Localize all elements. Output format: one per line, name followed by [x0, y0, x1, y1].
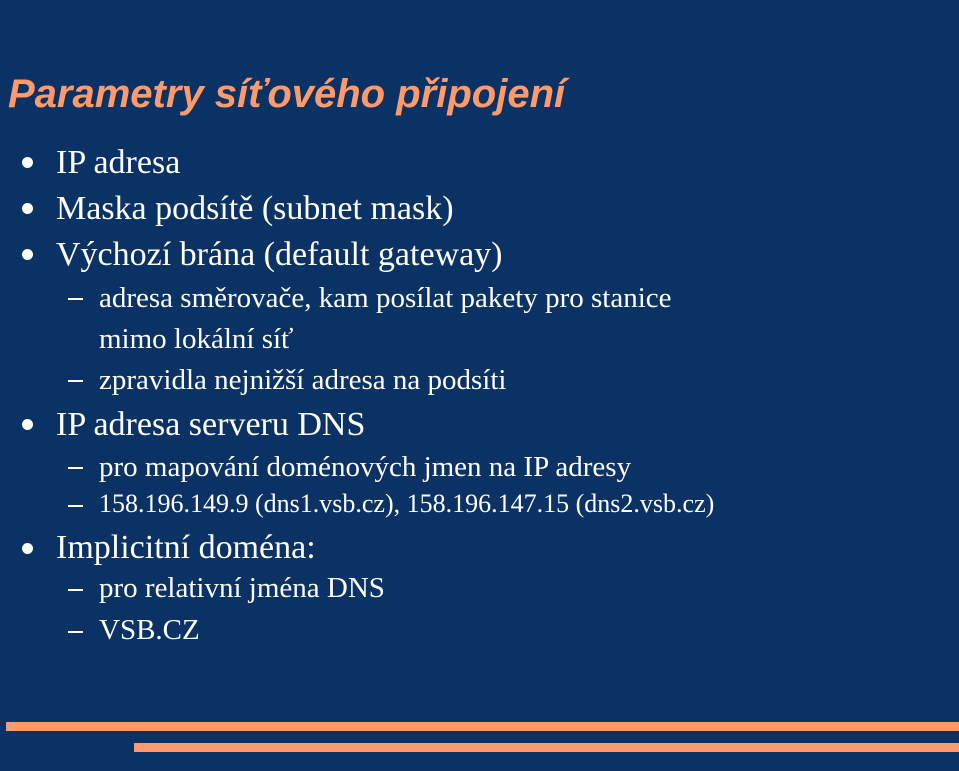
dash-icon: [68, 467, 83, 469]
sub-bullet-item: pro relativní jména DNS: [99, 572, 385, 604]
sub-bullet-item: pro mapování doménových jmen na IP adresy: [99, 451, 632, 483]
sub-bullet-item: adresa směrovače, kam posílat pakety pro stanice: [99, 282, 672, 314]
footer-accent-bar-lower: [134, 743, 959, 752]
slide-title: Parametry síťového připojení: [8, 72, 566, 116]
bullet-item: IP adresa: [56, 144, 181, 181]
bullet-item: Výchozí brána (default gateway): [56, 236, 503, 273]
dash-icon: [68, 380, 83, 382]
bullet-icon: [22, 543, 33, 554]
dash-icon: [68, 298, 83, 300]
dash-icon: [68, 631, 83, 633]
bullet-item: Maska podsítě (subnet mask): [56, 190, 454, 227]
sub-bullet-item: VSB.CZ: [99, 614, 200, 646]
bullet-icon: [22, 203, 33, 214]
dash-icon: [68, 505, 83, 507]
bullet-item: Implicitní doména:: [56, 529, 316, 566]
bullet-item: IP adresa serveru DNS: [56, 406, 366, 443]
bullet-icon: [22, 157, 33, 168]
sub-bullet-item: zpravidla nejnižší adresa na podsíti: [99, 364, 507, 396]
sub-bullet-item: 158.196.149.9 (dns1.vsb.cz), 158.196.147.15 (dns2.vsb.cz): [99, 489, 715, 518]
dash-icon: [68, 589, 83, 591]
bullet-icon: [22, 249, 33, 260]
bullet-icon: [22, 419, 33, 430]
footer-accent-bar-upper: [6, 722, 959, 731]
sub-bullet-item-continuation: mimo lokální síť: [99, 323, 294, 355]
